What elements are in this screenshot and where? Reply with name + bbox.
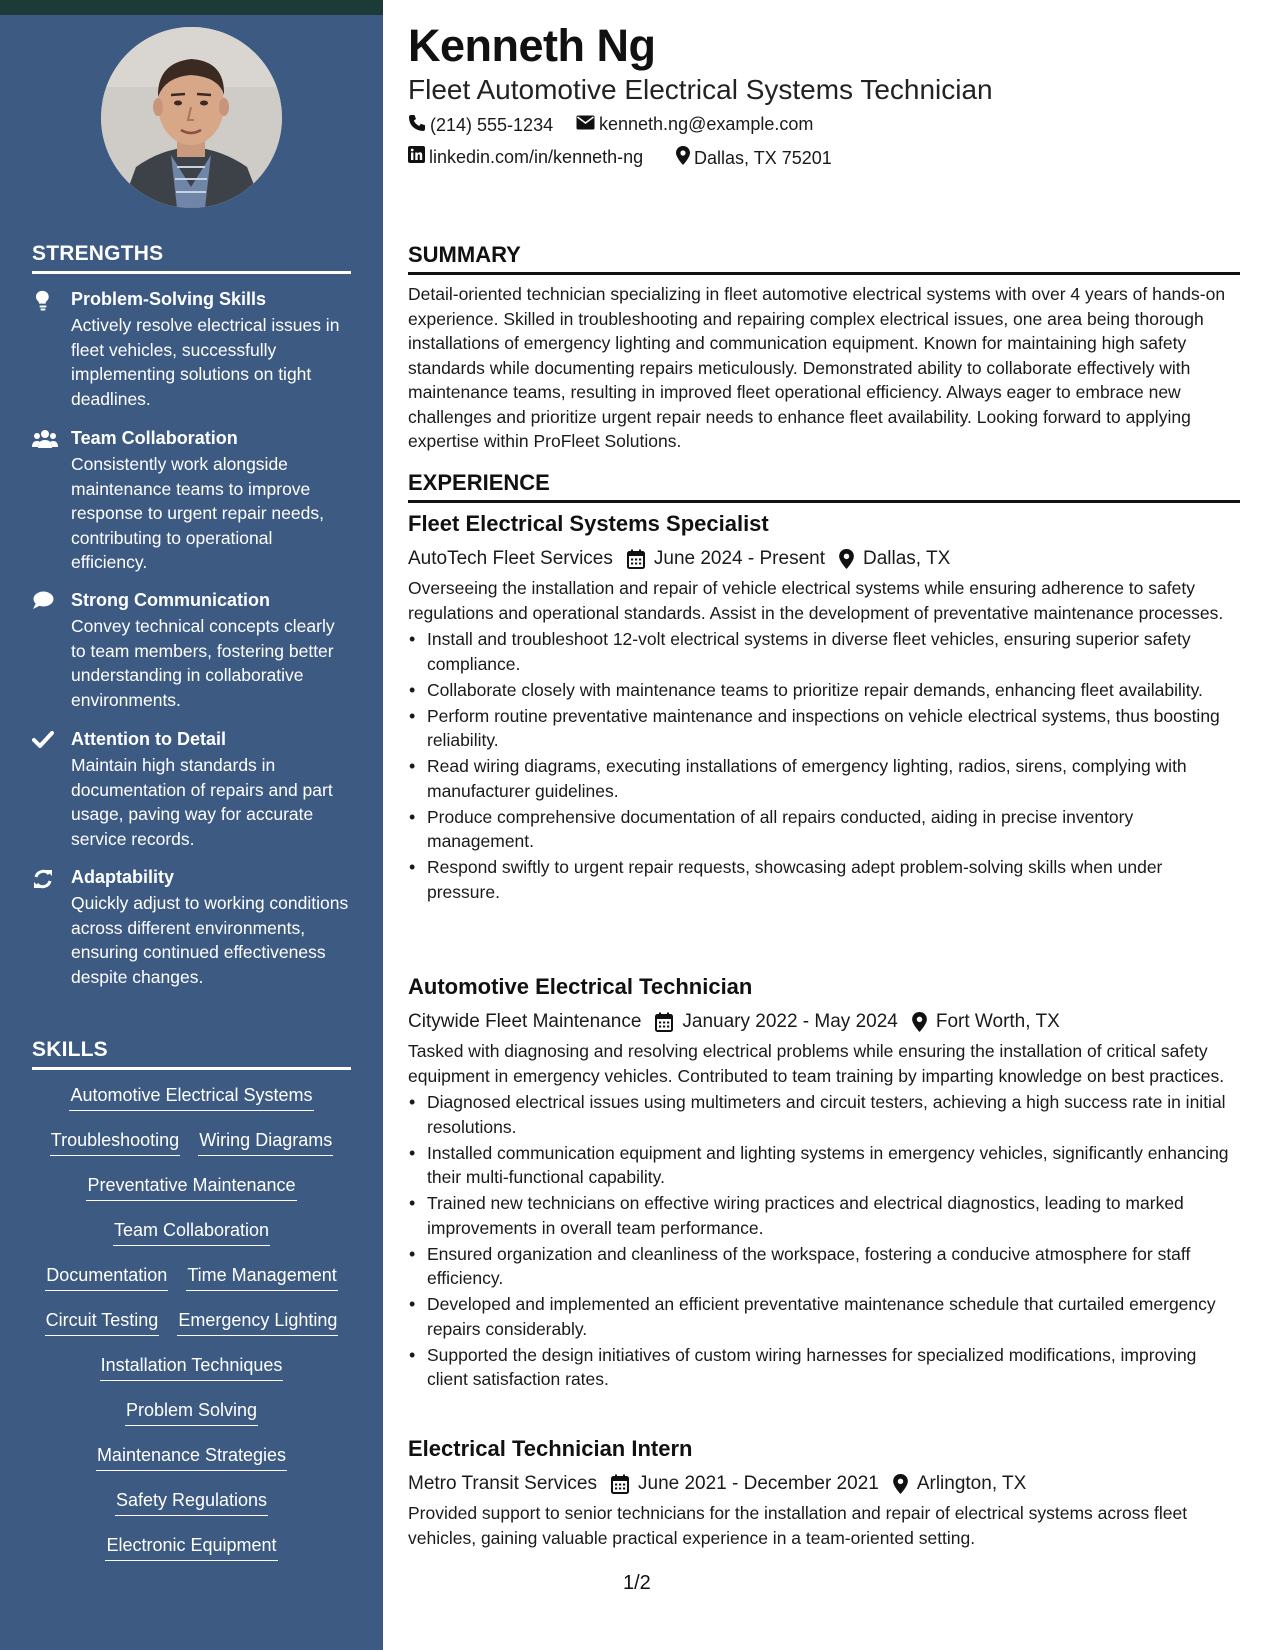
- contact-phone: [408, 114, 553, 137]
- strength-title: Strong Communication: [71, 590, 270, 610]
- skill-tag: Troubleshooting: [50, 1128, 180, 1156]
- contact-email: [576, 114, 813, 135]
- job-bullet: • Installed communication equipment and lighting systems in emergency vehicles, significantly enhancing their multi-functional capability.: [408, 1141, 1240, 1190]
- strength-title: Team Collaboration: [71, 428, 238, 448]
- strength-title: Adaptability: [71, 867, 175, 887]
- job-title: Electrical Technician Intern: [408, 1436, 693, 1461]
- strength-description: Consistently work alongside maintenance teams to improve response to urgent repair needs, contributing to operational efficiency.: [71, 454, 324, 572]
- job-title-headline: Fleet Automotive Electrical Systems Technician: [408, 74, 993, 105]
- contact-location: [676, 146, 832, 170]
- company-name: Citywide Fleet Maintenance: [408, 1011, 642, 1032]
- job-bullet: • Perform routine preventative maintenance and inspections on vehicle electrical systems, thus boosting reliability.: [408, 704, 1240, 753]
- skill-tag: Electronic Equipment: [105, 1533, 277, 1561]
- strength-description: Actively resolve electrical issues in fleet vehicles, successfully implementing solutions on tight deadlines.: [71, 315, 340, 409]
- job-bullet: • Install and troubleshoot 12-volt electrical systems in diverse fleet vehicles, ensuring superior safety compliance.: [408, 627, 1240, 676]
- strength-title: Attention to Detail: [71, 729, 226, 749]
- strengths-heading: STRENGTHS: [32, 242, 351, 274]
- email-address[interactable]: kenneth.ng@example.com: [599, 114, 814, 134]
- skill-tag: Wiring Diagrams: [198, 1128, 333, 1156]
- profile-photo: [101, 27, 282, 208]
- skill-tag: Team Collaboration: [113, 1218, 270, 1246]
- job-title: Automotive Electrical Technician: [408, 974, 753, 999]
- job-bullet: • Ensured organization and cleanliness of the workspace, fostering a conducive atmosphere for staff efficiency.: [408, 1242, 1240, 1291]
- skill-tag: Time Management: [186, 1263, 337, 1291]
- candidate-name: Kenneth Ng: [408, 20, 656, 71]
- checkmark-icon: [32, 730, 56, 752]
- job-description: Tasked with diagnosing and resolving electrical problems while ensuring the installation of critical safety equipment in emergency vehicles. Contributed to team training by imparting knowledge on best practices.: [408, 1041, 1225, 1086]
- skill-tag: Emergency Lighting: [177, 1308, 338, 1336]
- main-content: [408, 0, 1240, 1650]
- job-bullet: • Produce comprehensive documentation of all repairs conducted, aiding in precise inventory management.: [408, 805, 1240, 854]
- job-title: Fleet Electrical Systems Specialist: [408, 511, 769, 536]
- sidebar: [0, 0, 383, 1650]
- job-location: Fort Worth, TX: [935, 1011, 1060, 1032]
- job-location: Dallas, TX: [863, 548, 951, 569]
- job-bullets: [408, 1090, 1240, 1392]
- company-name: Metro Transit Services: [408, 1473, 597, 1494]
- map-pin-icon: [893, 1474, 908, 1494]
- skill-tag: Documentation: [45, 1263, 168, 1291]
- sidebar-top-bar: [0, 0, 383, 15]
- skill-tag: Preventative Maintenance: [86, 1173, 296, 1201]
- job-dates: June 2024 - Present: [653, 548, 825, 569]
- skill-tag: Installation Techniques: [100, 1353, 284, 1381]
- lightbulb-icon: [32, 290, 56, 312]
- job-bullet: • Trained new technicians on effective wiring practices and electrical diagnostics, leading to marked improvements in overall team performance.: [408, 1191, 1240, 1240]
- experience-entry: [408, 973, 1240, 1393]
- skill-tag: Circuit Testing: [45, 1308, 160, 1336]
- job-bullet: • Supported the design initiatives of custom wiring harnesses for specialized modifications, improving client satisfaction rates.: [408, 1343, 1240, 1392]
- job-description: Overseeing the installation and repair of vehicle electrical systems while ensuring adherence to safety regulations and operational standards. Assist in the development of preventative maintenance processes.: [408, 578, 1224, 623]
- experience-entry: [408, 510, 1240, 906]
- linkedin-icon: [408, 146, 429, 168]
- envelope-icon: [576, 114, 599, 135]
- job-meta: [408, 542, 1240, 576]
- phone-number: (214) 555-1234: [430, 115, 554, 135]
- location-text: Dallas, TX 75201: [694, 147, 832, 168]
- company-name: AutoTech Fleet Services: [408, 548, 613, 569]
- contact-linkedin: [408, 146, 643, 168]
- skill-tag: Problem Solving: [125, 1398, 258, 1426]
- refresh-icon: [32, 868, 56, 890]
- map-pin-icon: [676, 146, 694, 170]
- job-bullet: • Developed and implemented an efficient preventative maintenance schedule that curtailed emergency repairs considerably.: [408, 1292, 1240, 1341]
- job-location: Arlington, TX: [916, 1473, 1027, 1494]
- job-bullet: • Respond swiftly to urgent repair requests, showcasing adept problem-solving skills when under pressure.: [408, 855, 1240, 904]
- job-bullet: • Read wiring diagrams, executing installations of emergency lighting, radios, sirens, complying with manufacturer guidelines.: [408, 754, 1240, 803]
- skill-tag: Maintenance Strategies: [96, 1443, 287, 1471]
- speech-bubble-icon: [32, 591, 56, 613]
- job-bullet: • Diagnosed electrical issues using multimeters and circuit testers, achieving a high success rate in initial resolutions.: [408, 1090, 1240, 1139]
- job-meta: [408, 1467, 1240, 1501]
- summary-heading: SUMMARY: [408, 242, 1240, 275]
- calendar-icon: [655, 1012, 673, 1032]
- map-pin-icon: [839, 549, 854, 569]
- experience-heading: EXPERIENCE: [408, 470, 1240, 503]
- job-dates: June 2021 - December 2021: [638, 1473, 879, 1494]
- users-icon: [32, 429, 56, 451]
- skills-heading: SKILLS: [32, 1038, 351, 1070]
- strength-title: Problem-Solving Skills: [71, 289, 267, 309]
- strength-description: Quickly adjust to working conditions across different environments, ensuring continued effectiveness despite changes.: [71, 893, 349, 987]
- job-bullets: [408, 627, 1240, 904]
- job-meta: [408, 1005, 1240, 1039]
- skills-list: [32, 1083, 351, 1578]
- summary-text: Detail-oriented technician specializing in fleet automotive electrical systems with over 4 years of hands-on experience. Skilled in troubleshooting and repairing complex electrical issues, one area being thorough installations of emergency lighting and communication equipment. Known for maintaining high safety standards while documenting repairs meticulously. Demonstrated ability to collaborate effectively with maintenance teams, resulting in improved fleet operational efficiency. Always eager to embrace new challenges and prioritize urgent repair needs to enhance fleet availability. Looking forward to applying expertise within ProFleet Solutions.: [408, 284, 1226, 451]
- calendar-icon: [611, 1474, 629, 1494]
- linkedin-url[interactable]: linkedin.com/in/kenneth-ng: [429, 146, 644, 167]
- strength-description: Convey technical concepts clearly to team members, fostering better understanding in collaborative environments.: [71, 616, 335, 710]
- strength-description: Maintain high standards in documentation of repairs and part usage, paving way for accurate service records.: [71, 755, 333, 849]
- job-dates: January 2022 - May 2024: [682, 1011, 898, 1032]
- job-bullet: • Collaborate closely with maintenance teams to prioritize repair demands, enhancing fleet availability.: [408, 678, 1240, 703]
- calendar-icon: [627, 549, 645, 569]
- skill-tag: Safety Regulations: [115, 1488, 268, 1516]
- job-description: Provided support to senior technicians for the installation and repair of electrical systems across fleet vehicles, gaining valuable practical experience in a team-oriented setting.: [408, 1503, 1188, 1548]
- phone-icon: [408, 114, 430, 137]
- map-pin-icon: [912, 1012, 927, 1032]
- page-number: 1/2: [623, 1572, 651, 1594]
- skill-tag: Automotive Electrical Systems: [69, 1083, 313, 1111]
- experience-entry: [408, 1435, 1240, 1552]
